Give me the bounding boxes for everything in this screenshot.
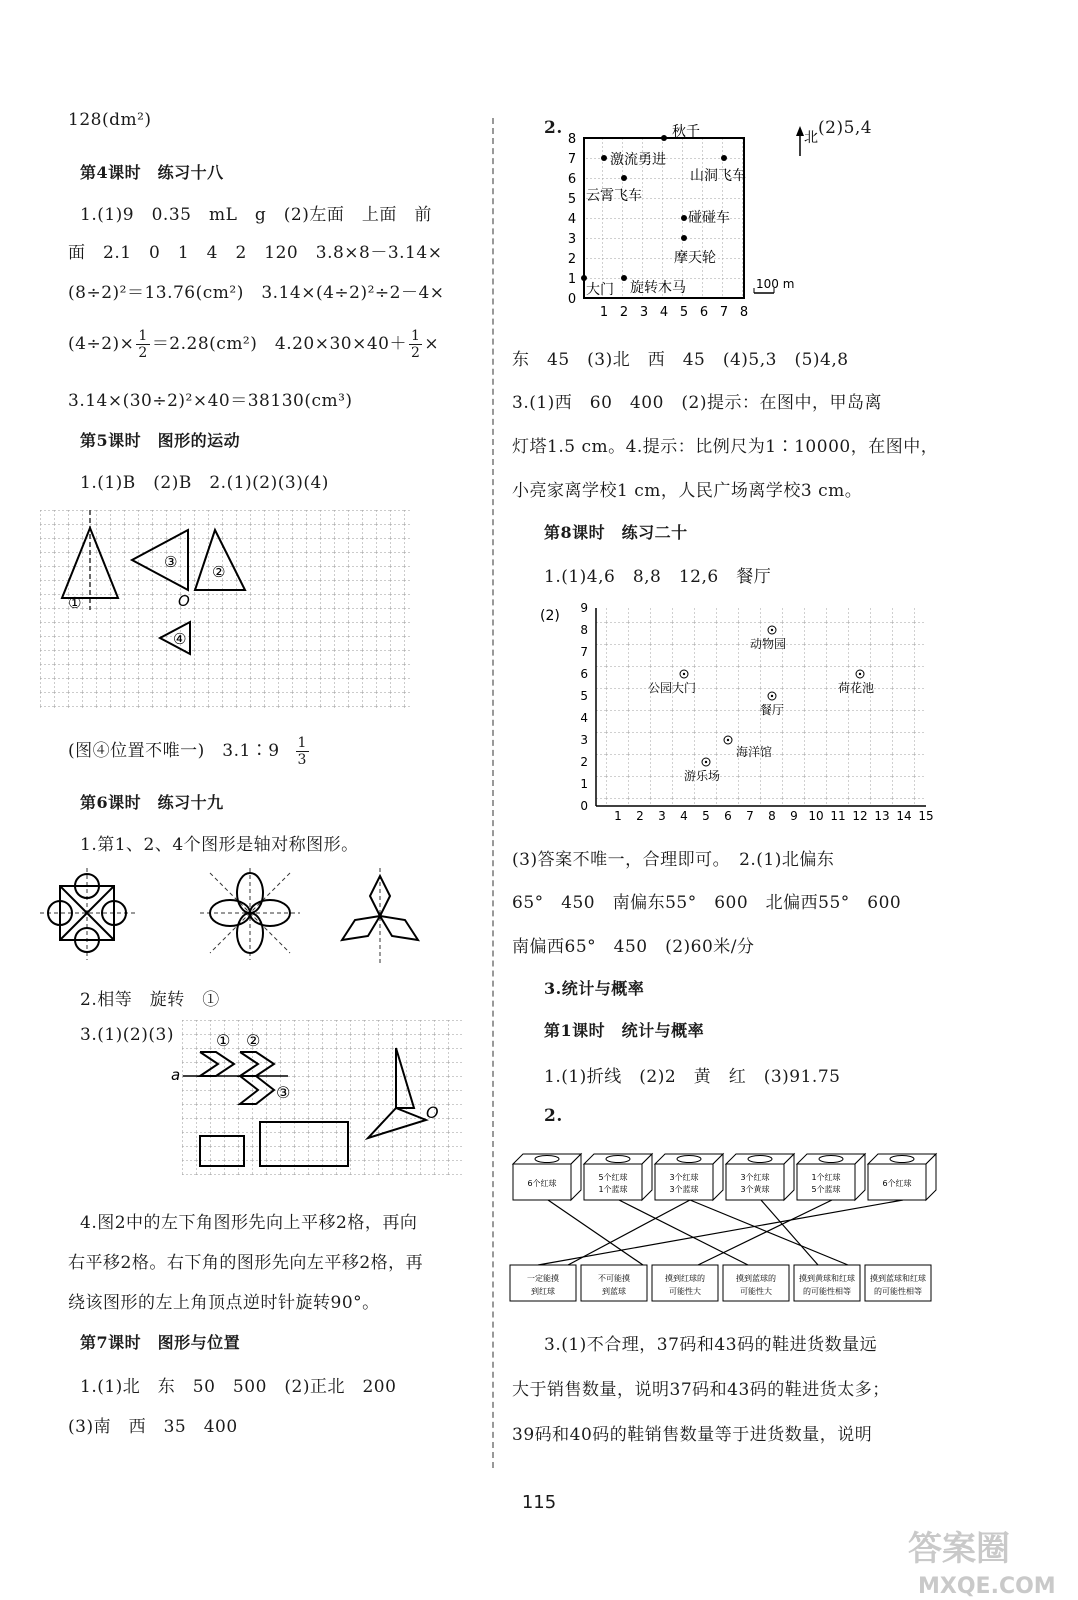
label-circle-4: ④	[173, 630, 187, 648]
map2-x-ticks	[614, 809, 933, 823]
text-segment: ＝2.28(cm²) 4.20×30×40＋	[151, 334, 407, 354]
text-line: 1.(1)9 0.35 mL g (2)左面 上面 前	[80, 205, 432, 225]
text-segment: ×	[424, 334, 440, 354]
label-circle-2: ②	[212, 563, 226, 581]
text-segment: (4÷2)×	[68, 334, 135, 354]
text-line: 128(dm²)	[68, 110, 152, 130]
ball-box	[797, 1154, 865, 1200]
matching-lines	[538, 1200, 903, 1265]
y-tick-label: 4	[567, 212, 577, 227]
fraction	[136, 328, 149, 361]
column-divider	[492, 118, 494, 1468]
amusement-park-map	[562, 118, 822, 328]
y-tick-label: 6	[580, 667, 588, 681]
map2-y-ticks	[580, 601, 588, 813]
text-line: 面 2.1 0 1 4 2 120 3.8×8－3.14×	[68, 243, 443, 263]
map1-y-ticks	[568, 132, 576, 307]
text-line: 3.14×(30÷2)²×40＝38130(cm³)	[68, 391, 353, 411]
x-tick-label: 6	[699, 305, 709, 320]
watermark-logo	[898, 1515, 1078, 1600]
label-a: a	[171, 1066, 181, 1084]
section-heading: 第6课时 练习十九	[80, 793, 224, 812]
box-label: 3个红球	[740, 1173, 770, 1182]
fraction-denominator: 3	[297, 752, 307, 768]
x-tick-label: 2	[619, 305, 629, 320]
x-tick-label: 7	[719, 305, 729, 320]
point-label: 公园大门	[648, 681, 697, 695]
card-label: 不可能摸	[598, 1274, 630, 1283]
y-tick-label: 6	[567, 172, 577, 187]
card-label: 的可能性相等	[874, 1287, 922, 1296]
card-label: 到蓝球	[602, 1287, 626, 1296]
fraction-numerator: 1	[297, 735, 307, 751]
y-tick-label: 8	[567, 132, 577, 147]
section-heading: 3.统计与概率	[544, 979, 645, 998]
page-number: 115	[521, 1492, 557, 1513]
text-line: 绕该图形的左上角顶点逆时针旋转90°。	[68, 1293, 380, 1313]
x-tick-label: 14	[896, 809, 912, 823]
x-tick-label: 7	[746, 809, 754, 823]
y-tick-label: 3	[567, 232, 577, 247]
text-line: 大于销售数量，说明37码和43码的鞋进货太多；	[512, 1380, 890, 1400]
text-line: 小亮家离学校1 cm，人民广场离学校3 cm。	[512, 481, 863, 501]
x-tick-label: 15	[918, 809, 934, 823]
probability-matching-diagram	[508, 1150, 948, 1310]
figure-three-rhombus	[342, 868, 418, 963]
ball-box	[868, 1154, 936, 1200]
section-heading: 第1课时 统计与概率	[544, 1021, 705, 1040]
card-label: 可能性大	[740, 1287, 772, 1296]
box-label: 1个蓝球	[598, 1185, 628, 1194]
x-tick-label: 1	[614, 809, 622, 823]
x-tick-label: 8	[739, 305, 749, 320]
x-tick-label: 3	[639, 305, 649, 320]
point-label: 荷花池	[838, 681, 875, 695]
scale-label: 100 m	[756, 277, 795, 291]
label-circle-3: ③	[164, 553, 178, 571]
y-tick-label: 2	[567, 252, 577, 267]
ball-box	[726, 1154, 794, 1200]
triangle-grid-figure	[40, 510, 415, 710]
section-heading: 第7课时 图形与位置	[80, 1333, 241, 1352]
text-line: 4.图2中的左下角图形先向上平移2格，再向	[80, 1213, 418, 1233]
fraction-numerator: 1	[138, 328, 148, 344]
fraction-denominator: 2	[411, 345, 421, 361]
text-line	[68, 735, 311, 768]
point-label: 旋转木马	[630, 280, 686, 296]
label-o: O	[178, 592, 190, 610]
card-label: 到红球	[531, 1287, 555, 1296]
x-tick-label: 5	[679, 305, 689, 320]
point-label: 激流勇进	[610, 152, 666, 168]
text-line: (3)答案不唯一，合理即可。 2.(1)北偏东	[512, 850, 835, 870]
x-tick-label: 9	[790, 809, 798, 823]
ball-box	[513, 1154, 581, 1200]
x-tick-label: 11	[830, 809, 846, 823]
fraction-numerator: 1	[411, 328, 421, 344]
text-line: 1.(1)北 东 50 500 (2)正北 200	[80, 1377, 397, 1397]
point-label: 大门	[586, 282, 614, 298]
text-line: 南偏西65° 450 (2)60米/分	[512, 937, 755, 957]
svg-text:MXQE.COM: MXQE.COM	[918, 1574, 1056, 1599]
ball-boxes	[513, 1154, 936, 1200]
translation-rotation-figure	[168, 1020, 468, 1180]
box-label: 5个蓝球	[811, 1185, 841, 1194]
y-tick-label: 1	[580, 777, 588, 791]
point-label: 秋千	[672, 124, 700, 140]
card-label: 摸到蓝球和红球	[870, 1274, 926, 1283]
box-label: 6个红球	[527, 1179, 557, 1188]
y-tick-label: 1	[567, 272, 577, 287]
point-label: 云霄飞车	[586, 188, 642, 204]
y-tick-label: 0	[580, 799, 588, 813]
map1-x-ticks	[600, 305, 748, 320]
text-line: (3)南 西 35 400	[68, 1417, 238, 1437]
label-circle-1: ①	[216, 1031, 231, 1050]
svg-text:答案圈: 答案圈	[908, 1529, 1010, 1569]
card-label: 摸到黄球和红球	[799, 1274, 855, 1283]
x-tick-label: 12	[852, 809, 868, 823]
subpart-label: (2)	[540, 608, 560, 624]
y-tick-label: 8	[580, 623, 588, 637]
text-line: 3.(1)不合理，37码和43码的鞋进货数量远	[544, 1335, 878, 1355]
y-tick-label: 2	[580, 755, 588, 769]
text-line	[68, 328, 439, 361]
box-label: 3个蓝球	[669, 1185, 699, 1194]
point-label: 动物园	[750, 637, 787, 651]
x-tick-label: 6	[724, 809, 732, 823]
text-line: 东 45 (3)北 西 45 (4)5,3 (5)4,8	[512, 350, 849, 370]
x-tick-label: 13	[874, 809, 890, 823]
text-line: 3.(1)(2)(3)	[80, 1025, 174, 1045]
card-label: 一定能摸	[527, 1274, 559, 1283]
text-line: 灯塔1.5 cm。4.提示：比例尺为1∶10000，在图中，	[512, 437, 939, 457]
text-line: 39码和40码的鞋销售数量等于进货数量，说明	[512, 1425, 873, 1445]
point-label: 餐厅	[760, 703, 785, 717]
y-tick-label: 0	[567, 292, 577, 307]
fraction-denominator: 2	[138, 345, 148, 361]
y-tick-label: 5	[580, 689, 588, 703]
point-label: 游乐场	[684, 769, 721, 783]
box-label: 3个红球	[669, 1173, 699, 1182]
label-circle-1: ①	[68, 594, 82, 612]
y-tick-label: 7	[567, 152, 577, 167]
point-label: 摩天轮	[674, 250, 716, 266]
text-line: 右平移2格。右下角的图形先向左平移2格，再	[68, 1253, 424, 1273]
text-line: 1.(1)B (2)B 2.(1)(2)(3)(4)	[80, 473, 329, 493]
box-label: 6个红球	[882, 1179, 912, 1188]
card-label: 摸到红球的	[665, 1274, 705, 1283]
label-o: O	[426, 1103, 439, 1122]
section-heading: 第4课时 练习十八	[80, 163, 224, 182]
fraction	[296, 735, 309, 768]
text-line: (8÷2)²＝13.76(cm²) 3.14×(4÷2)²÷2－4×	[68, 283, 445, 303]
text-line: 1.(1)4,6 8,8 12,6 餐厅	[544, 567, 772, 587]
text-line: 1.(1)折线 (2)2 黄 红 (3)91.75	[544, 1067, 841, 1087]
figure-square-circles	[40, 868, 135, 960]
question-number: 2.	[544, 118, 563, 138]
x-tick-label: 10	[808, 809, 824, 823]
result-cards	[510, 1265, 931, 1301]
y-tick-label: 4	[580, 711, 588, 725]
card-label: 可能性大	[669, 1287, 701, 1296]
point-label: 山洞飞车	[690, 168, 746, 184]
text-line: 2.相等 旋转 ①	[80, 990, 220, 1010]
text-line: 65° 450 南偏东55° 600 北偏西55° 600	[512, 893, 902, 913]
north-label: 北	[804, 130, 818, 146]
fraction	[409, 328, 422, 361]
card-label: 的可能性相等	[803, 1287, 851, 1296]
figure-four-petal	[200, 868, 300, 960]
box-label: 5个红球	[598, 1173, 628, 1182]
section-heading: 第8课时 练习二十	[544, 523, 688, 542]
point-label: 海洋馆	[736, 745, 773, 759]
y-tick-label: 9	[580, 601, 588, 615]
ball-box	[655, 1154, 723, 1200]
y-tick-label: 3	[580, 733, 588, 747]
label-circle-2: ②	[246, 1031, 261, 1050]
x-tick-label: 4	[680, 809, 688, 823]
text-line: (2)5,4	[818, 118, 873, 138]
card-label: 摸到蓝球的	[736, 1274, 776, 1283]
text-line: 1.第1、2、4个图形是轴对称图形。	[80, 835, 359, 855]
question-number: 2.	[544, 1106, 563, 1126]
x-tick-label: 3	[658, 809, 666, 823]
x-tick-label: 5	[702, 809, 710, 823]
text-segment: (图④位置不唯一) 3.1∶9	[68, 741, 280, 761]
box-label: 3个黄球	[740, 1185, 770, 1194]
ball-box	[584, 1154, 652, 1200]
point-label: 碰碰车	[688, 210, 730, 226]
text-line: 3.(1)西 60 400 (2)提示：在图中，甲岛离	[512, 393, 882, 413]
x-tick-label: 1	[599, 305, 609, 320]
x-tick-label: 8	[768, 809, 776, 823]
x-tick-label: 2	[636, 809, 644, 823]
section-heading: 第5课时 图形的运动	[80, 431, 241, 450]
label-circle-3: ③	[276, 1083, 291, 1102]
x-tick-label: 4	[659, 305, 669, 320]
park-coordinate-map	[540, 600, 940, 825]
box-label: 1个红球	[811, 1173, 841, 1182]
symmetry-figures	[40, 868, 460, 968]
y-tick-label: 7	[580, 645, 588, 659]
y-tick-label: 5	[567, 192, 577, 207]
